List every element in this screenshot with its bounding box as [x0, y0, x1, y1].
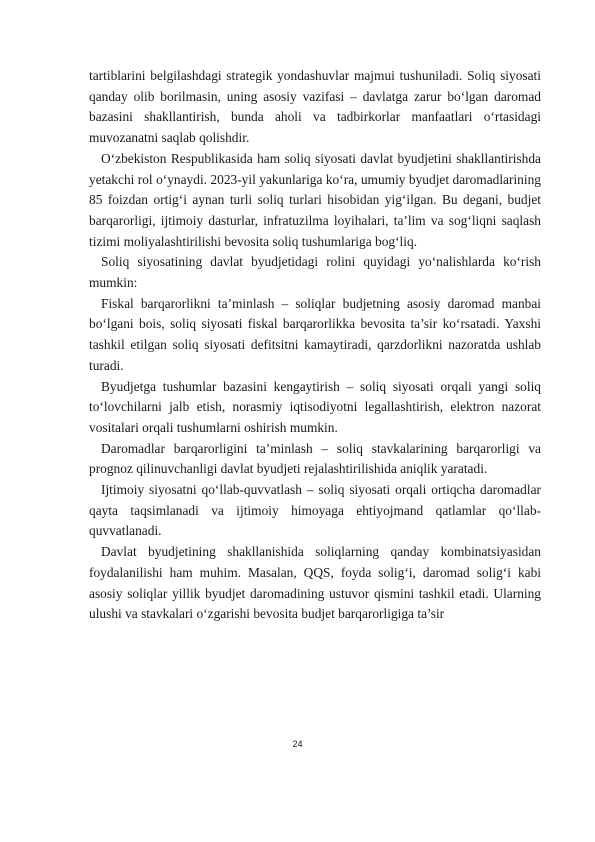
paragraph-fiscal-stability: Fiskal barqarorlikni ta’minlash – soliqlar budjetning asosiy daromad manbai bo‘lgani bois, soliq siyosati fiskal barqarorlikka bevosita ta’sir ko‘rsatadi. Yaxshi tashkil etilgan soliq siyosati defitsitni kamaytiradi, qarzdorlikni nazoratda ushlab turadi. [89, 295, 541, 373]
paragraph-tax-policy-role: O‘zbekiston Respublikasida ham soliq siyosati davlat byudjetini shakllantirishda yetakchi rol o‘ynaydi. 2023-yil yakunlariga ko‘ra, umumiy byudjet daromadlarining 85 foizdan ortig‘i aynan turli soliq turlari hisobidan yig‘ilgan. Bu degani, budjet barqarorligi, ijtimoiy dasturlar, infratuzilma loyihalari, ta’lim va sog‘liqni saqlash tizimi moliyalashtirilishi bevosita soliq tushumlariga bog‘liq. [89, 150, 541, 249]
paragraph-continuation: tartiblarini belgilashdagi strategik yondashuvlar majmui tushuniladi. Soliq siyosati qanday olib borilmasin, uning asosiy vazifasi – davlatga zarur bo‘lgan daromad bazasini shakllantirish, bunda aholi va tadbirkorlar manfaatlari o‘rtasidagi muvozanatni saqlab qolishdir. [89, 68, 541, 146]
paragraph-tax-combination: Davlat byudjetining shakllanishida soliqlarning qanday kombinatsiyasidan foydalanilishi ham muhim. Masalan, QQS, foyda solig‘i, daromad solig‘i kabi asosiy soliqlar yillik byudjet daromadining ustuvor qismini tashkil etadi. Ularning ulushi va stavkalari o‘zgarishi bevosita budjet barqarorligiga ta’sir [89, 544, 541, 622]
page-number: 24 [292, 739, 303, 749]
paragraph-directions-intro: Soliq siyosatining davlat byudjetidagi rolini quyidagi yo‘nalishlarda ko‘rish mumkin: [89, 254, 541, 291]
paragraph-social-policy: Ijtimoiy siyosatni qo‘llab-quvvatlash – soliq siyosati orqali ortiqcha daromadlar qayta taqsimlanadi va ijtimoiy himoyaga ehtiyojmand qatlamlar qo‘llab-quvvatlanadi. [89, 482, 541, 539]
paragraph-income-stability: Daromadlar barqarorligini ta’minlash – soliq stavkalarining barqarorligi va prognoz qilinuvchanligi davlat byudjeti rejalashtirilishida aniqlik yaratadi. [89, 440, 541, 477]
paragraph-revenue-base: Byudjetga tushumlar bazasini kengaytirish – soliq siyosati orqali yangi soliq to‘lovchilarni jalb etish, norasmiy iqtisodiyotni legallashtirish, elektron nazorat vositalari orqali tushumlarni oshirish mumkin. [89, 378, 541, 435]
page-body [89, 66, 541, 625]
